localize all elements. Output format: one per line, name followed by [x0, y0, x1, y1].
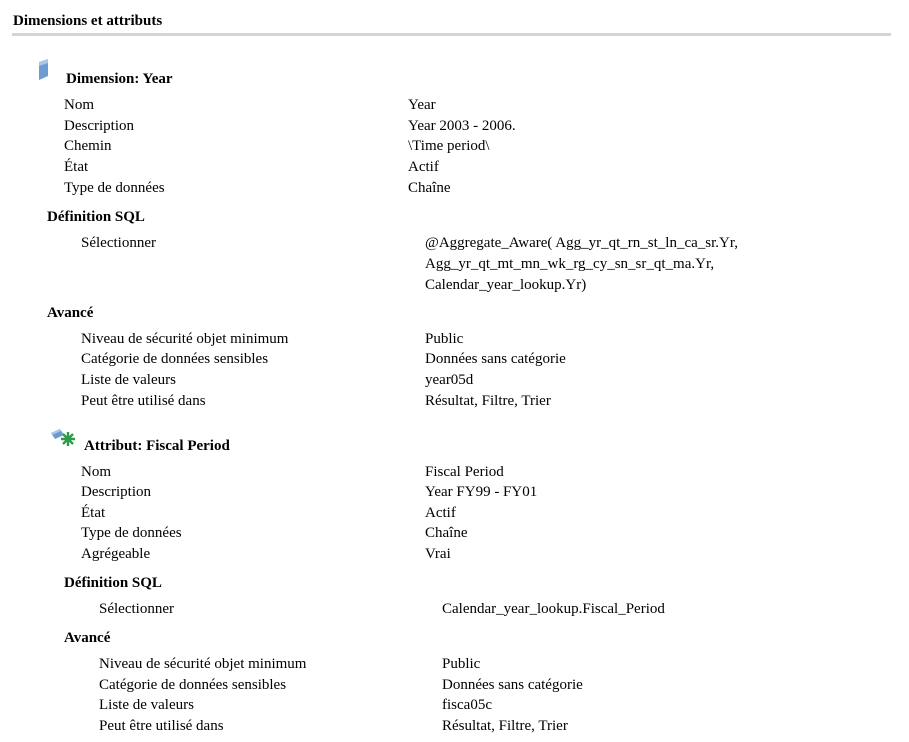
property-value: Public: [425, 331, 464, 347]
advanced-heading: Avancé: [64, 630, 111, 646]
property-label: Agrégeable: [81, 546, 151, 562]
property-label: Type de données: [81, 525, 182, 541]
property-value: Résultat, Filtre, Trier: [425, 393, 551, 409]
property-label: Niveau de sécurité objet minimum: [99, 656, 307, 672]
property-label: Chemin: [64, 138, 112, 154]
dimension-icon: [36, 59, 50, 81]
property-label: Catégorie de données sensibles: [99, 677, 287, 693]
attribute-icon: [50, 427, 76, 449]
property-label: Peut être utilisé dans: [99, 718, 224, 734]
sql-select-label: Sélectionner: [81, 235, 156, 251]
property-value: Chaîne: [408, 180, 451, 196]
page-title: Dimensions et attributs: [13, 13, 163, 29]
property-label: Description: [81, 484, 151, 500]
sql-select-line: Calendar_year_lookup.Fiscal_Period: [442, 601, 665, 617]
property-value: Year 2003 - 2006.: [408, 118, 516, 134]
property-label: Nom: [64, 97, 94, 113]
property-value: Actif: [408, 159, 439, 175]
property-label: Niveau de sécurité objet minimum: [81, 331, 289, 347]
property-value: Données sans catégorie: [442, 677, 583, 693]
sql-select-line: @Aggregate_Aware( Agg_yr_qt_rn_st_ln_ca_sr.Yr,: [425, 235, 739, 251]
property-value: Actif: [425, 505, 456, 521]
property-value: Vrai: [425, 546, 451, 562]
sql-definition-heading: Définition SQL: [47, 209, 145, 225]
sql-select-line: Agg_yr_qt_mt_mn_wk_rg_cy_sn_sr_qt_ma.Yr,: [425, 256, 715, 272]
property-value: Données sans catégorie: [425, 351, 566, 367]
sql-select-line: Calendar_year_lookup.Yr): [425, 277, 587, 293]
title-divider: [12, 33, 891, 36]
property-value: Public: [442, 656, 481, 672]
property-value: \Time period\: [408, 138, 490, 154]
property-label: Description: [64, 118, 134, 134]
property-value: fisca05c: [442, 697, 492, 713]
property-label: Nom: [81, 464, 111, 480]
property-label: Catégorie de données sensibles: [81, 351, 269, 367]
dimension-heading: Dimension: Year: [66, 71, 173, 87]
property-value: Year FY99 - FY01: [425, 484, 538, 500]
property-value: year05d: [425, 372, 474, 388]
attribute-heading: Attribut: Fiscal Period: [84, 438, 230, 454]
property-label: Liste de valeurs: [99, 697, 194, 713]
property-label: Liste de valeurs: [81, 372, 176, 388]
advanced-heading: Avancé: [47, 305, 94, 321]
property-label: État: [81, 505, 106, 521]
property-label: État: [64, 159, 89, 175]
property-value: Year: [408, 97, 436, 113]
property-value: Fiscal Period: [425, 464, 504, 480]
property-value: Chaîne: [425, 525, 468, 541]
sql-select-label: Sélectionner: [99, 601, 174, 617]
property-label: Type de données: [64, 180, 165, 196]
sql-definition-heading: Définition SQL: [64, 575, 162, 591]
property-label: Peut être utilisé dans: [81, 393, 206, 409]
property-value: Résultat, Filtre, Trier: [442, 718, 568, 734]
